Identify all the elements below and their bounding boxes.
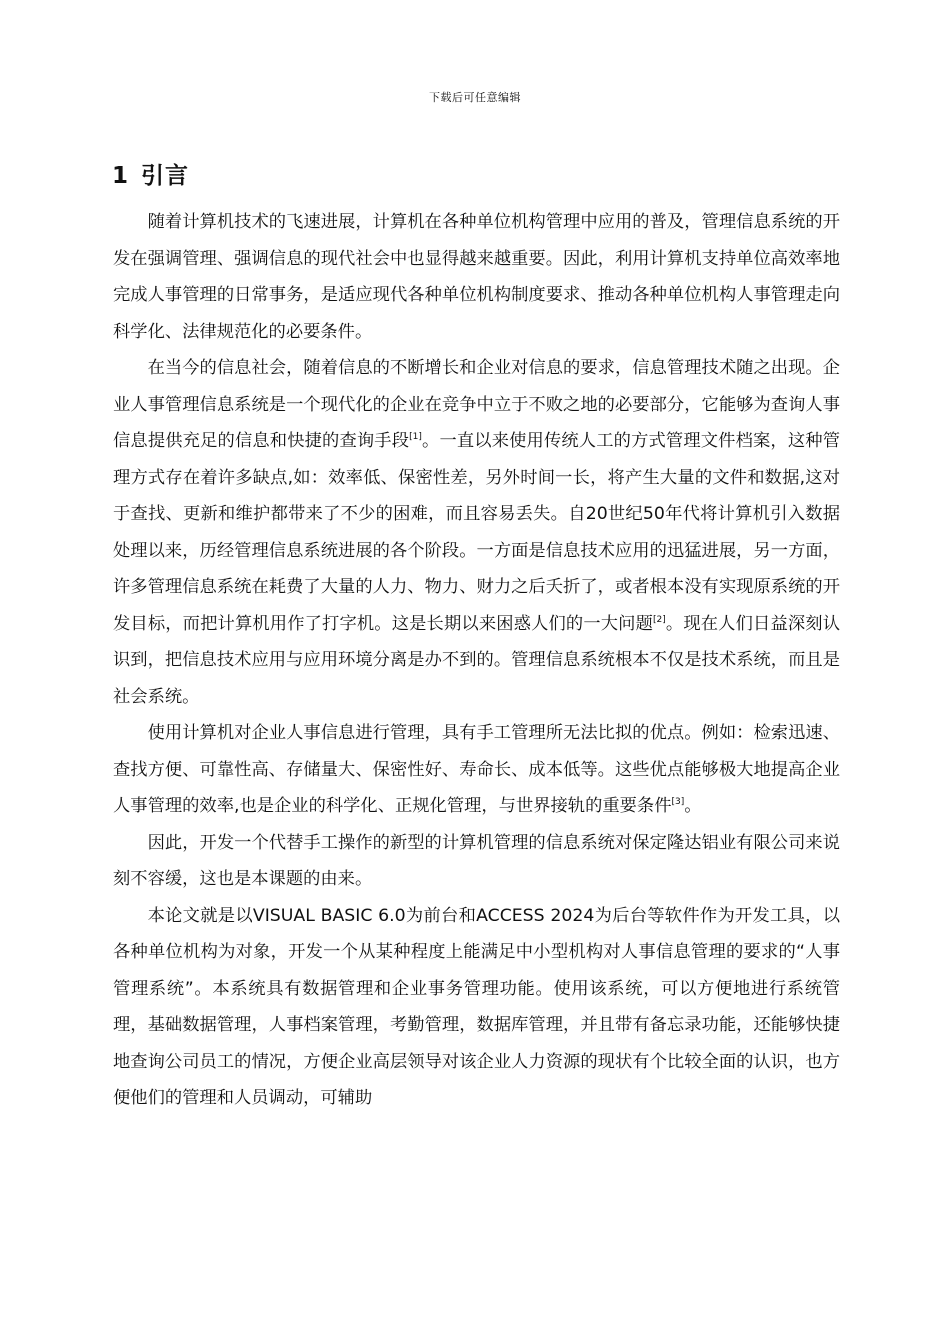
section-title: 引言: [141, 163, 190, 189]
citation-3: [3]: [671, 797, 685, 808]
paragraph-3: [113, 715, 840, 825]
paragraph-4: 因此，开发一个代替手工操作的新型的计算机管理的信息系统对保定隆达铝业有限公司来说刻不容缓，这也是本课题的由来。: [113, 832, 840, 889]
section-number: 1: [112, 163, 130, 189]
paragraph-2-part-3: 。现在人们日益深刻认识到，把信息技术应用与应用环境分离是办不到的。管理信息系统根本不仅是技术系统，而且是社会系统。: [113, 613, 840, 707]
header-note: 下载后可任意编辑: [429, 91, 521, 104]
paragraph-3-part-2: 。: [684, 796, 702, 816]
paragraph-3-part-1: 使用计算机对企业人事信息进行管理，具有手工管理所无法比拟的优点。例如：检索迅速、查找方便、可靠性高、存储量大、保密性好、寿命长、成本低等。这些优点能够极大地提高企业人事管理的效率,也是企业的科学化、正规化管理，与世界接轨的重要条件: [113, 723, 840, 816]
citation-2: [2]: [653, 614, 666, 625]
paragraph-2-part-2: 。一直以来使用传统人工的方式管理文件档案，这种管理方式存在着许多缺点,如：效率低、保密性差，另外时间一长，将产生大量的文件和数据,这对于查找、更新和维护都带来了不少的困难，而且容易丢失。自20世纪50年代将计算机引入数据处理以来，历经管理信息系统进展的各个阶段。一方面是信息技术应用的迅猛进展，另一方面，许多管理信息系统在耗费了大量的人力、物力、财力之后夭折了，或者根本没有实现原系统的开发目标，而把计算机用作了打字机。这是长期以来困惑人们的一大问题: [113, 431, 840, 634]
paragraph-5: 本论文就是以VISUAL BASIC 6.0为前台和ACCESS 2024为后台等软件作为开发工具，以各种单位机构为对象，开发一个从某种程度上能满足中小型机构对人事信息管理的要求的“人事管理系统”。本系统具有数据管理和企业事务管理功能。使用该系统，可以方便地进行系统管理，基础数据管理，人事档案管理，考勤管理，数据库管理，并且带有备忘录功能，还能够快捷地查询公司员工的情况，方便企业高层领导对该企业人力资源的现状有个比较全面的认识，也方便他们的管理和人员调动，可辅助: [113, 905, 840, 1108]
body-text: [113, 204, 840, 1117]
paragraph-2-part-1: 在当今的信息社会，随着信息的不断增长和企业对信息的要求，信息管理技术随之出现。企业人事管理信息系统是一个现代化的企业在竞争中立于不败之地的必要部分，它能够为查询人事信息提供充足的信息和快捷的查询手段: [113, 358, 840, 451]
section-heading: [112, 157, 189, 190]
paragraph-1: 随着计算机技术的飞速进展，计算机在各种单位机构管理中应用的普及，管理信息系统的开发在强调管理、强调信息的现代社会中也显得越来越重要。因此，利用计算机支持单位高效率地完成人事管理的日常事务，是适应现代各种单位机构制度要求、推动各种单位机构人事管理走向科学化、法律规范化的必要条件。: [113, 212, 840, 342]
paragraph-2: [113, 350, 840, 715]
citation-1: [1]: [409, 432, 422, 443]
